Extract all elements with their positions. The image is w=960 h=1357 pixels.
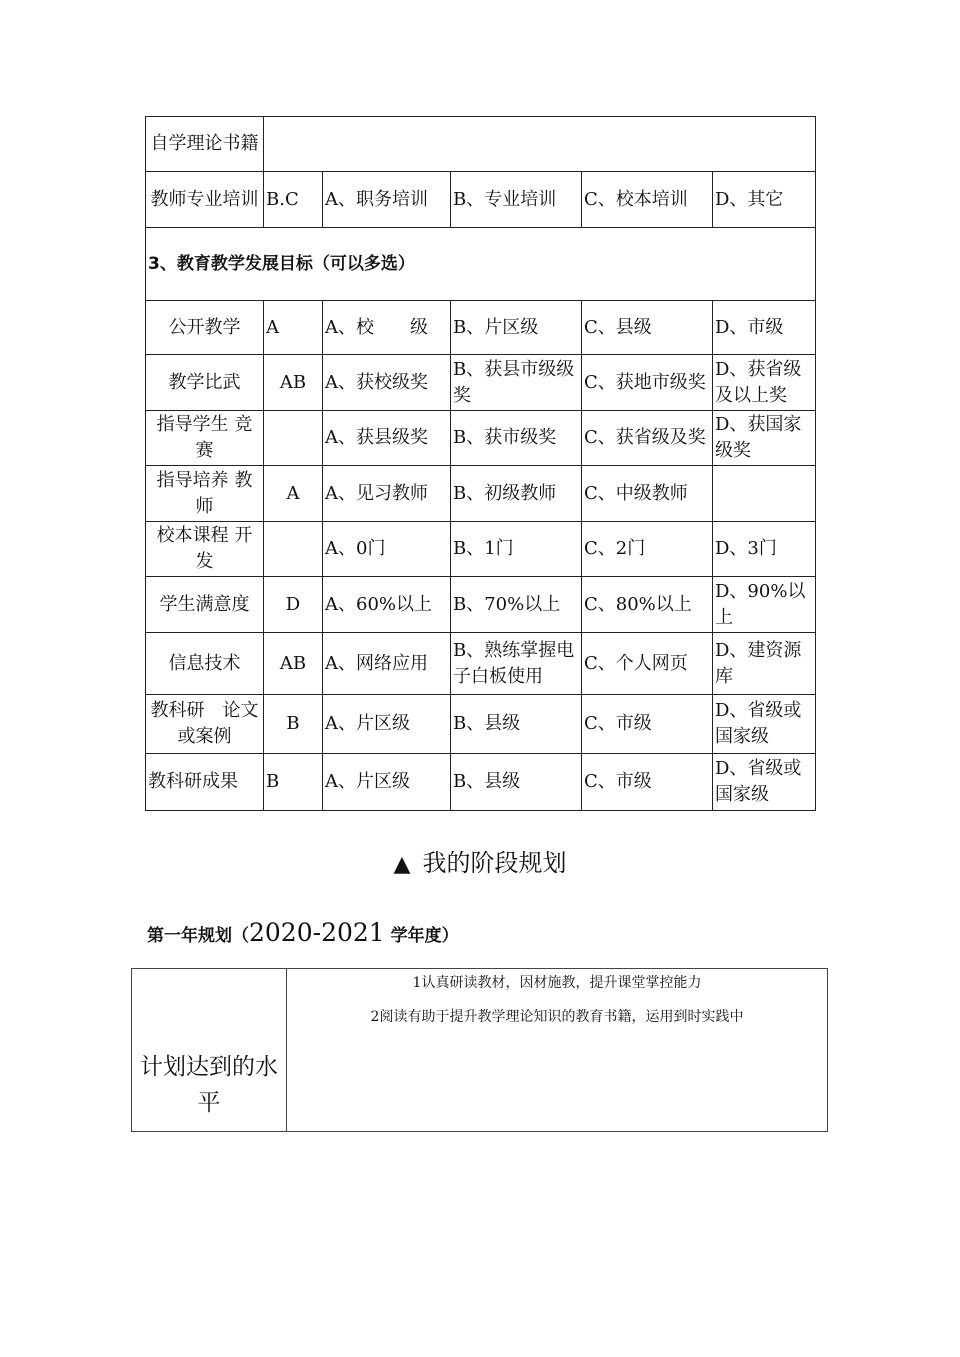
option-d: D、获省级及以上奖 [713, 355, 816, 411]
row-label: 自学理论书籍 [146, 117, 264, 172]
row-label: 学生满意度 [146, 577, 264, 633]
table-row [146, 301, 816, 355]
plan-item: 1认真研读教材，因材施教，提升课堂掌控能力 [412, 975, 702, 991]
option-a: A、见习教师 [323, 466, 451, 522]
row-answer: B.C [264, 172, 323, 228]
goals-survey-table [145, 116, 816, 811]
row-answer: B [264, 754, 323, 811]
option-d: D、建资源库 [713, 633, 816, 695]
option-b: B、获市级奖 [451, 411, 582, 466]
option-b: B、1门 [451, 522, 582, 577]
plan-table [131, 968, 828, 1132]
year-plan-prefix: 第一年规划（ [147, 926, 249, 946]
option-a: A、获县级奖 [323, 411, 451, 466]
table-row [146, 355, 816, 411]
option-a: A、职务培训 [323, 172, 451, 228]
option-d: D、市级 [713, 301, 816, 355]
option-c: C、中级教师 [582, 466, 713, 522]
row-teacher-training [146, 172, 816, 228]
row-label: 教科研成果 [146, 754, 264, 811]
option-a: A、60%以上 [323, 577, 451, 633]
plan-row [132, 969, 828, 1132]
option-d: D、3门 [713, 522, 816, 577]
row-self-study [146, 117, 816, 172]
option-c: C、市级 [582, 695, 713, 754]
plan-label: 计划达到的水平 [132, 969, 287, 1132]
table-row [146, 466, 816, 522]
option-c: C、校本培训 [582, 172, 713, 228]
table-row [146, 754, 816, 811]
table-row [146, 695, 816, 754]
row-label: 教师专业培训 [146, 172, 264, 228]
option-b: B、专业培训 [451, 172, 582, 228]
section-3-title: 3、教育教学发展目标（可以多选） [146, 228, 816, 301]
option-b: B、熟练掌握电子白板使用 [451, 633, 582, 695]
option-a: A、校 级 [323, 301, 451, 355]
option-c: C、2门 [582, 522, 713, 577]
row-answer [264, 411, 323, 466]
plan-item: 2阅读有助于提升教学理论知识的教育书籍，运用到时实践中 [370, 1009, 744, 1025]
option-b: B、初级教师 [451, 466, 582, 522]
row-answer: A [264, 301, 323, 355]
row-answer: AB [264, 633, 323, 695]
self-study-answer-cell [264, 117, 816, 172]
option-c: C、个人网页 [582, 633, 713, 695]
option-a: A、获校级奖 [323, 355, 451, 411]
row-label: 指导学生 竞赛 [146, 411, 264, 466]
option-b: B、县级 [451, 695, 582, 754]
option-d [713, 466, 816, 522]
row-label: 公开教学 [146, 301, 264, 355]
table-row [146, 577, 816, 633]
row-label: 教科研 论文或案例 [146, 695, 264, 754]
option-d: D、省级或国家级 [713, 754, 816, 811]
option-b: B、70%以上 [451, 577, 582, 633]
row-label: 信息技术 [146, 633, 264, 695]
table-row [146, 522, 816, 577]
table-row [146, 633, 816, 695]
row-answer [264, 522, 323, 577]
year-range: 2020-2021 [249, 918, 385, 947]
option-d: D、获国家级奖 [713, 411, 816, 466]
option-c: C、县级 [582, 301, 713, 355]
stage-planning-heading [0, 843, 960, 878]
plan-items-cell [287, 969, 828, 1132]
section-3-row [146, 228, 816, 301]
option-c: C、市级 [582, 754, 713, 811]
year-plan-suffix: 学年度） [384, 926, 459, 946]
row-answer: B [264, 695, 323, 754]
row-answer: AB [264, 355, 323, 411]
option-b: B、片区级 [451, 301, 582, 355]
row-answer: D [264, 577, 323, 633]
option-c: C、80%以上 [582, 577, 713, 633]
first-year-plan-title [147, 918, 459, 947]
row-answer: A [264, 466, 323, 522]
option-d: D、其它 [713, 172, 816, 228]
triangle-icon: ▲ [393, 852, 411, 877]
option-a: A、0门 [323, 522, 451, 577]
row-label: 指导培养 教师 [146, 466, 264, 522]
option-a: A、片区级 [323, 754, 451, 811]
option-a: A、片区级 [323, 695, 451, 754]
row-label: 校本课程 开发 [146, 522, 264, 577]
heading-text: 我的阶段规划 [422, 849, 567, 877]
option-d: D、省级或国家级 [713, 695, 816, 754]
row-label: 教学比武 [146, 355, 264, 411]
option-c: C、获省级及奖 [582, 411, 713, 466]
option-b: B、县级 [451, 754, 582, 811]
option-b: B、获县市级级奖 [451, 355, 582, 411]
option-d: D、90%以上 [713, 577, 816, 633]
table-row [146, 411, 816, 466]
option-c: C、获地市级奖 [582, 355, 713, 411]
option-a: A、网络应用 [323, 633, 451, 695]
